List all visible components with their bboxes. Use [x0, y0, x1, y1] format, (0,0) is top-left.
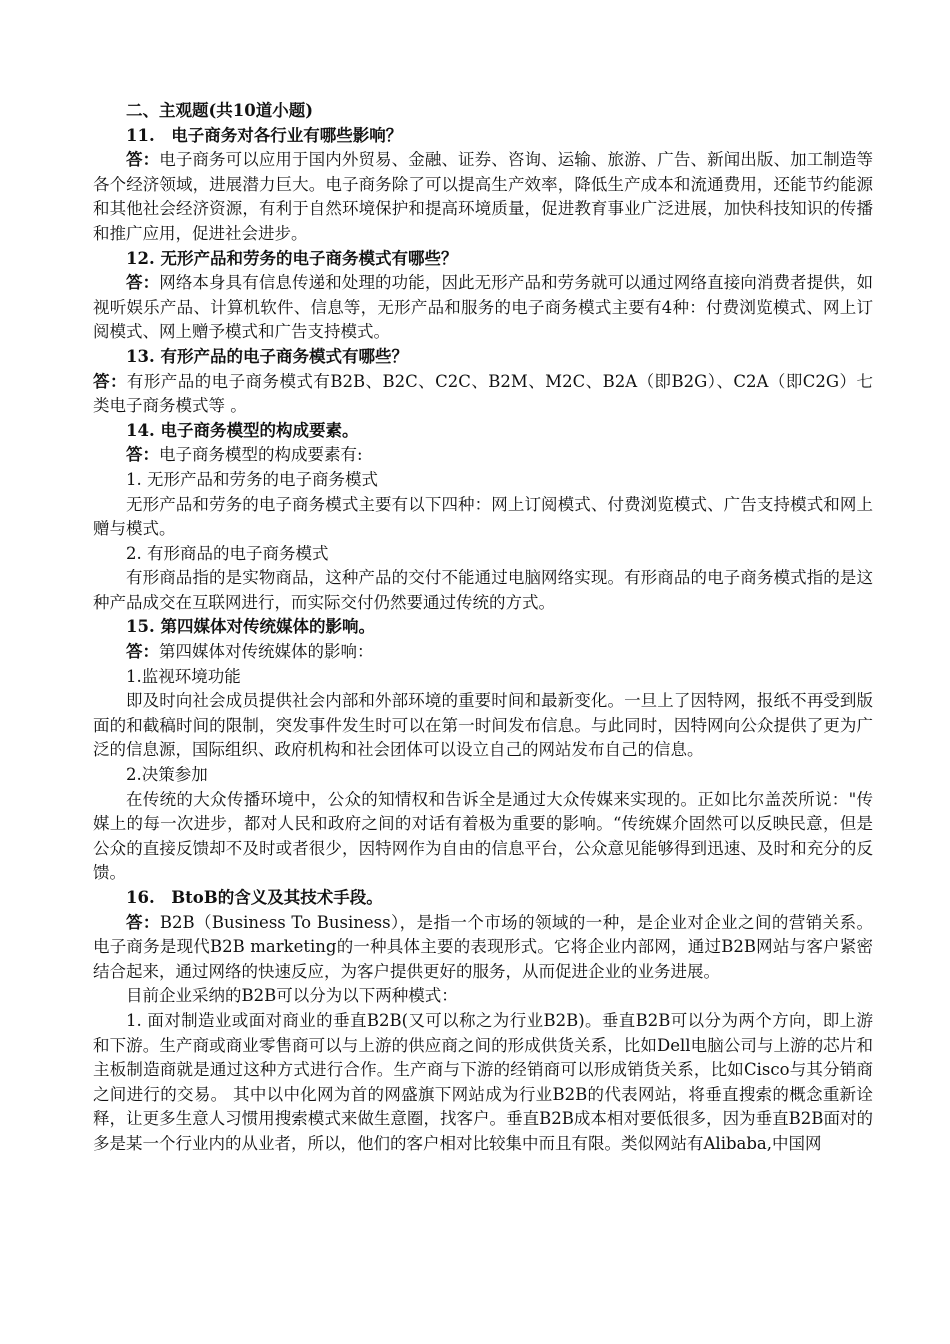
document-page: [93, 99, 873, 1157]
answer-12: [93, 271, 873, 345]
answer-15: [93, 640, 873, 665]
answer-label: 答：: [126, 642, 159, 662]
answer-14-sub-4: 有形商品指的是实物商品，这种产品的交付不能通过电脑网络实现。有形商品的电子商务模式指的是这种产品成交在互联网进行，而实际交付仍然要通过传统的方式。: [93, 568, 873, 612]
answer-label: 答：: [126, 273, 160, 293]
answer-15-sub-3: 2.决策参加: [126, 765, 208, 785]
question-11: 11. 电子商务对各行业有哪些影响？: [126, 125, 403, 145]
answer-15-sub-4: 在传统的大众传播环境中，公众的知情权和告诉全是通过大众传媒来实现的。正如比尔盖茨所说："传媒上的每一次进步，都对人民和政府之间的对话有着极为重要的影响。“传统媒介固然可以反映民意，但是公众的直接反馈却不及时或者很少，因特网作为自由的信息平台，公众意见能够得到迅速、及时和充分的反馈。: [93, 789, 873, 883]
answer-text: 第四媒体对传统媒体的影响：: [159, 642, 374, 662]
answer-label: 答：: [93, 371, 127, 391]
answer-15-sub-1: 1.监视环境功能: [126, 666, 241, 686]
answer-11: [93, 148, 873, 246]
answer-16: [93, 911, 873, 985]
answer-label: 答：: [126, 912, 160, 932]
answer-text: 有形产品的电子商务模式有B2B、B2C、C2C、B2M、M2C、B2A（即B2G）、C2A（即C2G）七类电子商务模式等 。: [93, 371, 873, 416]
answer-label: 答：: [126, 150, 160, 170]
question-13: 13. 有形产品的电子商务模式有哪些？: [126, 346, 408, 366]
answer-16-sub-2: 1. 面对制造业或面对商业的垂直B2B(又可以称之为行业B2B)。垂直B2B可以分为两个方向，即上游和下游。生产商或商业零售商可以与上游的供应商之间的形成供货关系，比如Dell电脑公司与上游的芯片和主板制造商就是通过这种方式进行合作。生产商与下游的经销商可以形成销货关系，比如Cisco与其分销商之间进行的交易。 其中以中化网为首的网盛旗下网站成为行业B2B的代表网站，将垂直搜索的概念重新诠释，让更多生意人习惯用搜索模式来做生意圈，找客户。垂直B2B成本相对要低很多，因为垂直B2B面对的多是某一个行业内的从业者，所以，他们的客户相对比较集中而且有限。类似网站有Alibaba,中国网: [93, 1010, 873, 1153]
answer-text: B2B（Business To Business），是指一个市场的领域的一种，是企业对企业之间的营销关系。电子商务是现代B2B marketing的一种具体主要的表现形式。它将企业内部网，通过B2B网站与客户紧密结合起来，通过网络的快速反应，为客户提供更好的服务，从而促进企业的业务进展。: [93, 912, 873, 981]
question-16: 16. BtoB的含义及其技术手段。: [126, 888, 383, 907]
answer-15-sub-2: 即及时向社会成员提供社会内部和外部环境的重要时间和最新变化。一旦上了因特网，报纸不再受到版面的和截稿时间的限制，突发事件发生时可以在第一时间发布信息。与此同时，因特网向公众提供了更为广泛的信息源，国际组织、政府机构和社会团体可以设立自己的网站发布自己的信息。: [93, 691, 873, 760]
question-14: 14. 电子商务模型的构成要素。: [126, 420, 359, 440]
answer-text: 电子商务模型的构成要素有:: [159, 445, 363, 465]
answer-14: [93, 443, 873, 468]
answer-14-sub-1: 1. 无形产品和劳务的电子商务模式: [126, 469, 378, 489]
answer-text: 网络本身具有信息传递和处理的功能，因此无形产品和劳务就可以通过网络直接向消费者提供，如视听娱乐产品、计算机软件、信息等，无形产品和服务的电子商务模式主要有4种：付费浏览模式、网上订阅模式、网上赠予模式和广告支持模式。: [93, 273, 874, 342]
answer-14-sub-3: 2. 有形商品的电子商务模式: [126, 543, 329, 563]
question-15: 15. 第四媒体对传统媒体的影响。: [126, 617, 375, 637]
section-title: 二、主观题(共10道小题): [126, 101, 314, 120]
answer-16-sub-1: 目前企业采纳的B2B可以分为以下两种模式：: [126, 986, 458, 1006]
answer-text: 电子商务可以应用于国内外贸易、金融、证券、咨询、运输、旅游、广告、新闻出版、加工制造等各个经济领域，进展潜力巨大。电子商务除了可以提高生产效率，降低生产成本和流通费用，还能节约能源和其他社会经济资源，有利于自然环境保护和提高环境质量，促进教育事业广泛进展，加快科技知识的传播和推广应用，促进社会进步。: [93, 150, 874, 243]
answer-14-sub-2: 无形产品和劳务的电子商务模式主要有以下四种：网上订阅模式、付费浏览模式、广告支持模式和网上赠与模式。: [93, 494, 873, 539]
question-12: 12. 无形产品和劳务的电子商务模式有哪些？: [126, 248, 458, 268]
answer-label: 答：: [126, 445, 159, 465]
answer-13: [93, 370, 873, 419]
